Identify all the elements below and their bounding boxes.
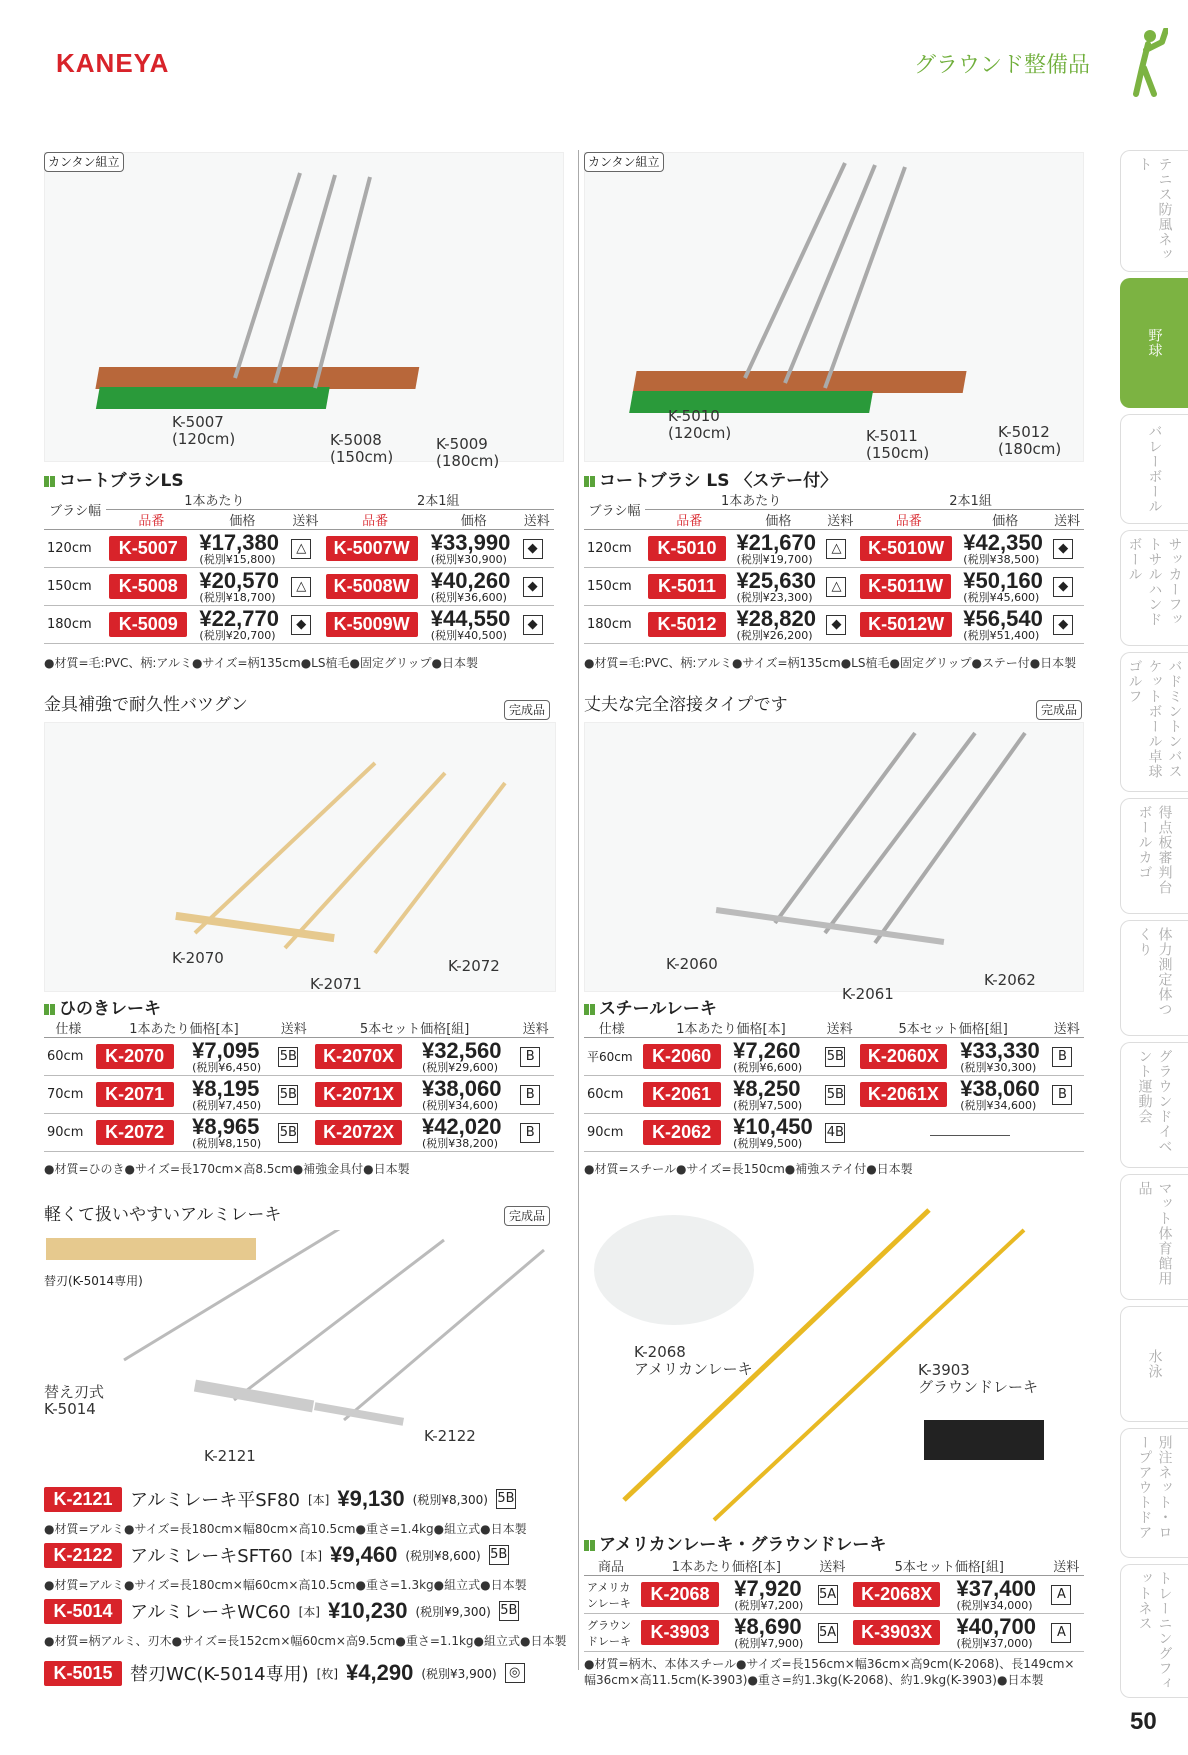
table-row xyxy=(44,606,554,644)
col-code: 品番 xyxy=(857,510,960,530)
tab-tennis[interactable]: テニス防風ネット xyxy=(1120,150,1188,272)
shipping-mark: ◆ xyxy=(1053,577,1073,597)
col-ship: 送料 xyxy=(1049,1018,1084,1038)
size-cell: 60cm xyxy=(584,1076,640,1114)
size-cell: 90cm xyxy=(44,1114,93,1152)
steel-rake-photo xyxy=(584,722,1084,992)
photo-label-k3903: K-3903 グラウンドレーキ xyxy=(918,1361,1039,1396)
hinoki-price-table xyxy=(44,1018,554,1152)
size-cell: 60cm xyxy=(44,1038,93,1076)
steel-price-table xyxy=(584,1018,1084,1152)
section-marker-icon xyxy=(44,1004,55,1015)
photo-label-k2068: K-2068 アメリカンレーキ xyxy=(634,1343,753,1378)
col-ship: 送料 xyxy=(1050,510,1084,530)
price-tax: (税別¥8,150) xyxy=(192,1136,262,1150)
complete-badge: 完成品 xyxy=(504,1206,550,1226)
price: ¥44,550 xyxy=(430,605,511,631)
col-code: 品番 xyxy=(645,510,733,530)
shipping-mark: B xyxy=(1052,1047,1072,1067)
photo-label-k2062: K-2062 xyxy=(984,971,1036,989)
tab-ground[interactable]: グラウンドイベント運動会 xyxy=(1120,1042,1188,1168)
shipping-mark: ◆ xyxy=(826,615,846,635)
spec-note: ●材質=柄アルミ、刃木●サイズ=長152cm×幅60cm×高9.5cm●重さ=1.1kg●組立式●日本製 xyxy=(44,1634,567,1648)
spec-note: ●材質=毛:PVC、柄:アルミ●サイズ=柄135cm●LS植毛●固定グリップ●日本製 xyxy=(44,656,478,670)
spec-note: ●材質=毛:PVC、柄:アルミ●サイズ=柄135cm●LS植毛●固定グリップ●ステー付●日本製 xyxy=(584,656,1077,670)
shipping-mark: A xyxy=(1051,1585,1071,1605)
price-tax: (税別¥45,600) xyxy=(963,590,1040,604)
col-ship: 送料 xyxy=(288,510,322,530)
court-brush-stay-illustration xyxy=(585,153,1084,462)
col-head-size: ブラシ幅 xyxy=(44,490,106,530)
shipping-mark: 5A xyxy=(818,1585,838,1605)
photo-label-k2121: K-2121 xyxy=(204,1447,256,1465)
price: ¥20,570 xyxy=(199,567,279,593)
price: ¥38,060 xyxy=(960,1075,1040,1101)
complete-badge: 完成品 xyxy=(1036,700,1082,720)
price: ¥4,290 xyxy=(346,1660,414,1685)
american-price-table xyxy=(584,1556,1084,1652)
product-code: K-5008W xyxy=(326,574,418,599)
unit: [枚] xyxy=(316,1666,339,1681)
product-code: K-5014 xyxy=(44,1599,122,1624)
size-cell: 平60cm xyxy=(584,1038,640,1076)
size-cell: 120cm xyxy=(44,530,106,568)
price-tax: (税別¥6,600) xyxy=(733,1060,803,1074)
price-tax: (税別¥34,000) xyxy=(956,1598,1033,1612)
shipping-mark: ◎ xyxy=(505,1663,525,1683)
category-title: グラウンド整備品 xyxy=(914,53,1091,78)
shipping-mark: 5A xyxy=(818,1623,838,1643)
photo-label-k2060: K-2060 xyxy=(666,955,718,973)
product-code: K-5012W xyxy=(860,612,952,637)
size-cell: 150cm xyxy=(584,568,645,606)
price: ¥50,160 xyxy=(963,567,1043,593)
photo-label-k5007: K-5007 (120cm) xyxy=(172,413,236,448)
price-tax: (税別¥29,600) xyxy=(421,1060,499,1074)
table-row xyxy=(584,1038,1084,1076)
product-code: K-2072X xyxy=(315,1120,402,1145)
empty-cell-line xyxy=(930,1135,1010,1136)
table-row xyxy=(44,1038,554,1076)
price-tax: (税別¥51,400) xyxy=(963,628,1040,642)
price: ¥37,400 xyxy=(956,1575,1036,1601)
shipping-mark: △ xyxy=(826,539,846,559)
photo-label-k2071: K-2071 xyxy=(310,975,362,993)
product-name: アルミレーキSFT60 xyxy=(130,1546,293,1567)
col-head-set: 5本セット価格[組] xyxy=(850,1556,1048,1576)
table-row xyxy=(44,530,554,568)
table-row xyxy=(584,1114,1084,1152)
spec-note: ●材質=アルミ●サイズ=長180cm×幅80cm×高10.5cm●重さ=1.4kg●組立式●日本製 xyxy=(44,1522,527,1536)
shipping-mark: △ xyxy=(291,577,311,597)
col-head-single: 1本あたり xyxy=(106,490,322,510)
size-cell: 150cm xyxy=(44,568,106,606)
price-tax: (税別¥34,600) xyxy=(421,1098,499,1112)
price-tax: (税別¥40,500) xyxy=(430,628,507,642)
product-name: 替刃WC(K-5014専用) xyxy=(130,1664,309,1685)
tab-volleyball[interactable]: バレーボール xyxy=(1120,414,1188,524)
price-tax: (税別¥30,300) xyxy=(960,1060,1037,1074)
size-cell: アメリカンレーキ xyxy=(584,1576,638,1614)
photo-label-k5009: K-5009 (180cm) xyxy=(436,435,500,470)
col-head-spec: 仕様 xyxy=(44,1018,93,1038)
product-code: K-5007 xyxy=(109,536,187,561)
photo-label-k5010: K-5010 (120cm) xyxy=(668,407,732,442)
tab-training[interactable]: トレーニングフィットネス xyxy=(1120,1564,1188,1698)
price-tax: (税別¥19,700) xyxy=(736,552,813,566)
price-tax: (税別¥30,900) xyxy=(430,552,507,566)
price: ¥8,250 xyxy=(733,1075,801,1101)
price-tax: (税別¥9,500) xyxy=(733,1136,803,1150)
section-marker-icon xyxy=(44,476,55,487)
photo-label-k5011: K-5011 (150cm) xyxy=(866,427,930,462)
product-code: K-5009 xyxy=(109,612,187,637)
table-row xyxy=(584,568,1084,606)
shipping-mark: A xyxy=(1051,1623,1071,1643)
shipping-mark: ◆ xyxy=(523,577,543,597)
hinoki-rake-illustration xyxy=(45,723,556,992)
size-cell: 180cm xyxy=(44,606,106,644)
alumi-rake-illustration xyxy=(44,1230,556,1480)
shipping-mark: 5B xyxy=(489,1545,509,1565)
list-item xyxy=(44,1542,509,1568)
shipping-mark: 5B xyxy=(278,1085,298,1105)
section-marker-icon xyxy=(584,476,595,487)
product-code: K-2061 xyxy=(643,1082,721,1107)
alumi-headline: 軽くて扱いやすいアルミレーキ xyxy=(44,1205,282,1225)
price-tax: (税別¥7,900) xyxy=(734,1636,804,1650)
price: ¥8,690 xyxy=(734,1613,802,1639)
product-code: K-5010W xyxy=(860,536,952,561)
shipping-mark: 5B xyxy=(825,1047,845,1067)
shipping-mark: 5B xyxy=(496,1489,516,1509)
shipping-mark: B xyxy=(520,1047,540,1067)
price: ¥10,450 xyxy=(733,1113,813,1139)
col-ship: 送料 xyxy=(520,510,554,530)
table-row xyxy=(584,1576,1084,1614)
price: ¥28,820 xyxy=(736,605,816,631)
section-title-steel: スチールレーキ xyxy=(584,994,717,1019)
price-tax: (税別¥15,800) xyxy=(199,552,276,566)
easy-assembly-badge: カンタン組立 xyxy=(44,152,124,172)
product-code: K-2071 xyxy=(96,1082,174,1107)
shipping-mark: ◆ xyxy=(523,539,543,559)
unit: [本] xyxy=(300,1548,323,1563)
court-brush-stay-photo xyxy=(584,152,1084,462)
price-tax: (税別¥8,600) xyxy=(405,1548,481,1563)
table-row xyxy=(44,568,554,606)
price-tax: (税別¥7,200) xyxy=(734,1598,804,1612)
price: ¥33,990 xyxy=(430,529,511,555)
photo-label-k2122: K-2122 xyxy=(424,1427,476,1445)
col-ship: 送料 xyxy=(517,1018,554,1038)
section-title-court-brush: コートブラシLS xyxy=(44,466,184,491)
tab-swimming[interactable]: 水泳 xyxy=(1120,1306,1188,1422)
shipping-mark: ◆ xyxy=(1053,539,1073,559)
product-code: K-2068 xyxy=(641,1582,719,1607)
hinoki-rake-photo xyxy=(44,722,556,992)
col-head-product: 商品 xyxy=(584,1556,638,1576)
shipping-mark: △ xyxy=(826,577,846,597)
product-code: K-5008 xyxy=(109,574,187,599)
shipping-mark: 5B xyxy=(825,1085,845,1105)
court-brush-photo xyxy=(44,152,564,462)
col-head-pair: 2本1組 xyxy=(323,490,554,510)
court-brush-price-table xyxy=(44,490,554,644)
col-price: 価格 xyxy=(960,510,1050,530)
photo-label-k2072: K-2072 xyxy=(448,957,500,975)
price-tax: (税別¥7,500) xyxy=(733,1098,803,1112)
product-code: K-5012 xyxy=(648,612,726,637)
tab-badminton[interactable]: バドミントンバスケットボール卓球ゴルフ xyxy=(1120,652,1188,792)
product-name: アルミレーキ平SF80 xyxy=(130,1490,300,1511)
product-code: K-2122 xyxy=(44,1543,122,1568)
price: ¥10,230 xyxy=(327,1598,408,1623)
product-code: K-3903X xyxy=(853,1620,940,1645)
price-tax: (税別¥37,000) xyxy=(956,1636,1033,1650)
tab-mat[interactable]: マット体育館用品 xyxy=(1120,1174,1188,1300)
list-item xyxy=(44,1486,516,1512)
spec-note: ●材質=柄木、本体スチール●サイズ=長156cm×幅36cm×高9cm(K-2068)、長149cm×幅36cm×高11.5cm(K-3903)●重さ=約1.3kg(K-2068)、約1.9kg(K-3903)●日本製 xyxy=(584,1657,1075,1687)
price-tax: (税別¥18,700) xyxy=(199,590,276,604)
spec-note: ●材質=アルミ●サイズ=長180cm×幅60cm×高10.5cm●重さ=1.3kg●組立式●日本製 xyxy=(44,1578,527,1592)
price: ¥7,260 xyxy=(733,1037,801,1063)
tab-baseball[interactable]: 野球 xyxy=(1120,278,1188,408)
column-divider xyxy=(578,150,579,1670)
col-price: 価格 xyxy=(428,510,520,530)
col-ship: 送料 xyxy=(823,510,857,530)
price-tax: (税別¥6,450) xyxy=(192,1060,262,1074)
shipping-mark: ◆ xyxy=(291,615,311,635)
unit: [本] xyxy=(307,1492,330,1507)
product-code: K-5011W xyxy=(860,574,951,599)
col-price: 価格 xyxy=(196,510,288,530)
col-ship: 送料 xyxy=(815,1556,851,1576)
size-cell: 120cm xyxy=(584,530,645,568)
price-tax: (税別¥20,700) xyxy=(199,628,276,642)
price: ¥32,560 xyxy=(421,1037,502,1063)
price: ¥42,350 xyxy=(963,529,1043,555)
col-head-single: 1本あたり価格[本] xyxy=(638,1556,815,1576)
court-brush-illustration xyxy=(45,153,564,462)
price-tax: (税別¥34,600) xyxy=(960,1098,1037,1112)
shipping-mark: B xyxy=(520,1085,540,1105)
kae-label: 替え刃式 K-5014 xyxy=(44,1383,105,1418)
product-code: K-5010 xyxy=(648,536,726,561)
spec-note: ●材質=スチール●サイズ=長150cm●補強ステイ付●日本製 xyxy=(584,1162,913,1176)
section-title-hinoki: ひのきレーキ xyxy=(44,994,161,1019)
product-code: K-2062 xyxy=(643,1120,721,1145)
col-ship: 送料 xyxy=(822,1018,857,1038)
price: ¥21,670 xyxy=(736,529,816,555)
steel-headline: 丈夫な完全溶接タイプです xyxy=(584,695,788,715)
price: ¥42,020 xyxy=(421,1113,502,1139)
price: ¥25,630 xyxy=(736,567,816,593)
col-head-set: 5本セット価格[組] xyxy=(857,1018,1050,1038)
product-code: K-2121 xyxy=(44,1487,122,1512)
size-cell: グラウンドレーキ xyxy=(584,1614,638,1652)
price-tax: (税別¥8,300) xyxy=(412,1492,488,1507)
shipping-mark: B xyxy=(520,1123,540,1143)
list-item xyxy=(44,1660,525,1686)
table-row xyxy=(584,606,1084,644)
product-code: K-3903 xyxy=(641,1620,719,1645)
blade-label: 替刃(K-5014専用) xyxy=(44,1274,143,1288)
col-head-single: 1本あたり価格[本] xyxy=(640,1018,823,1038)
product-code: K-5015 xyxy=(44,1661,122,1686)
product-code: K-2060 xyxy=(643,1044,721,1069)
table-row xyxy=(44,1114,554,1152)
photo-label-k5012: K-5012 (180cm) xyxy=(998,423,1062,458)
col-code: 品番 xyxy=(323,510,428,530)
product-code: K-2072 xyxy=(96,1120,174,1145)
brand-logo: KANEYA xyxy=(56,48,170,78)
col-head-size: ブラシ幅 xyxy=(584,490,645,530)
table-row xyxy=(584,1614,1084,1652)
shipping-mark: ◆ xyxy=(523,615,543,635)
col-price: 価格 xyxy=(733,510,823,530)
batter-icon xyxy=(1128,28,1168,98)
price-tax: (税別¥3,900) xyxy=(421,1666,497,1681)
price-tax: (税別¥38,200) xyxy=(421,1136,499,1150)
price: ¥40,700 xyxy=(956,1613,1036,1639)
complete-badge: 完成品 xyxy=(504,700,550,720)
shipping-mark: 5B xyxy=(499,1601,519,1621)
table-row xyxy=(44,1076,554,1114)
product-code: K-5009W xyxy=(326,612,418,637)
shipping-mark: B xyxy=(1052,1085,1072,1105)
section-marker-icon xyxy=(584,1540,595,1551)
price-tax: (税別¥38,500) xyxy=(963,552,1040,566)
price: ¥56,540 xyxy=(963,605,1043,631)
price: ¥9,130 xyxy=(337,1486,405,1511)
shipping-mark: 4B xyxy=(825,1123,845,1143)
tab-soccer[interactable]: サッカーフットサルハンドボール xyxy=(1120,530,1188,646)
price: ¥40,260 xyxy=(430,567,511,593)
price-tax: (税別¥36,600) xyxy=(430,590,507,604)
unit: [本] xyxy=(298,1604,320,1619)
product-code: K-2070X xyxy=(315,1044,402,1069)
steel-rake-illustration xyxy=(585,723,1084,992)
col-head-spec: 仕様 xyxy=(584,1018,640,1038)
col-head-set: 5本セット価格[組] xyxy=(312,1018,517,1038)
easy-assembly-badge: カンタン組立 xyxy=(584,152,664,172)
product-code: K-2071X xyxy=(315,1082,402,1107)
price-tax: (税別¥26,200) xyxy=(736,628,813,642)
size-cell: 90cm xyxy=(584,1114,640,1152)
price: ¥7,095 xyxy=(192,1037,260,1063)
product-code: K-2060X xyxy=(860,1044,947,1069)
court-brush-stay-price-table xyxy=(584,490,1084,644)
table-row xyxy=(584,530,1084,568)
photo-label-k2061: K-2061 xyxy=(842,985,894,1003)
photo-label-k5008: K-5008 (150cm) xyxy=(330,431,394,466)
col-head-single: 1本あたり xyxy=(645,490,857,510)
section-title-american: アメリカンレーキ・グラウンドレーキ xyxy=(584,1530,886,1555)
tab-fitness-test[interactable]: 体力測定体つくり xyxy=(1120,920,1188,1036)
product-code: K-5011 xyxy=(648,574,726,599)
spec-note: ●材質=ひのき●サイズ=長170cm×高8.5cm●補強金具付●日本製 xyxy=(44,1162,410,1176)
shipping-mark: ◆ xyxy=(1053,615,1073,635)
col-head-single: 1本あたり価格[本] xyxy=(93,1018,276,1038)
price: ¥7,920 xyxy=(734,1575,802,1601)
col-ship: 送料 xyxy=(1048,1556,1084,1576)
price-tax: (税別¥9,300) xyxy=(415,1604,491,1619)
price-tax: (税別¥7,450) xyxy=(192,1098,262,1112)
hinoki-headline: 金具補強で耐久性バツグン xyxy=(44,695,248,715)
price: ¥22,770 xyxy=(199,605,279,631)
photo-label-k2070: K-2070 xyxy=(172,949,224,967)
product-code: K-2068X xyxy=(853,1582,940,1607)
price: ¥38,060 xyxy=(421,1075,502,1101)
table-row xyxy=(584,1076,1084,1114)
product-code: K-2061X xyxy=(860,1082,947,1107)
size-cell: 180cm xyxy=(584,606,645,644)
tab-net-outdoor[interactable]: 別注ネット・ロープアウトドア xyxy=(1120,1428,1188,1558)
alumi-rake-photo xyxy=(44,1230,556,1480)
page-number: 50 xyxy=(1130,1708,1157,1735)
section-marker-icon xyxy=(584,1004,595,1015)
product-code: K-2070 xyxy=(96,1044,174,1069)
product-code: K-5007W xyxy=(326,536,418,561)
col-code: 品番 xyxy=(106,510,196,530)
col-head-pair: 2本1組 xyxy=(857,490,1084,510)
price: ¥33,330 xyxy=(960,1037,1040,1063)
price-tax: (税別¥23,300) xyxy=(736,590,813,604)
shipping-mark: 5B xyxy=(278,1123,298,1143)
price: ¥17,380 xyxy=(199,529,279,555)
price: ¥8,965 xyxy=(192,1113,260,1139)
list-item xyxy=(44,1598,519,1624)
price: ¥9,460 xyxy=(330,1542,398,1567)
section-title-court-brush-stay: コートブラシ LS 〈ステー付〉 xyxy=(584,466,837,491)
product-name: アルミレーキWC60 xyxy=(130,1602,291,1623)
tab-scoreboard[interactable]: 得点板審判台ボールカゴ xyxy=(1120,798,1188,914)
size-cell: 70cm xyxy=(44,1076,93,1114)
col-ship: 送料 xyxy=(275,1018,312,1038)
price: ¥8,195 xyxy=(192,1075,260,1101)
shipping-mark: 5B xyxy=(278,1047,298,1067)
shipping-mark: △ xyxy=(291,539,311,559)
